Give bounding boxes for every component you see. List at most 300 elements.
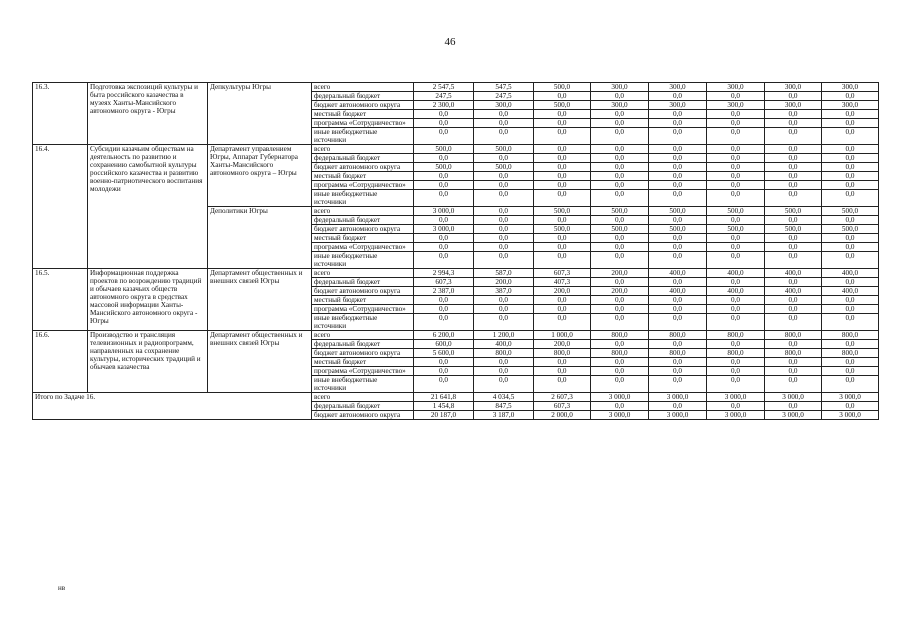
amount-cell: 0,0 xyxy=(649,376,707,393)
executor-name: Депкультуры Югры xyxy=(208,83,312,145)
amount-cell: 0,0 xyxy=(474,367,534,376)
amount-cell: 0,0 xyxy=(414,154,474,163)
amount-cell: 0,0 xyxy=(534,216,591,225)
budget-table xyxy=(32,82,879,420)
amount-cell: 0,0 xyxy=(822,340,879,349)
amount-cell: 400,0 xyxy=(474,340,534,349)
amount-cell: 3 000,0 xyxy=(707,393,765,402)
amount-cell: 0,0 xyxy=(707,296,765,305)
amount-cell: 400,0 xyxy=(765,287,822,296)
amount-cell: 3 000,0 xyxy=(822,411,879,420)
amount-cell: 2 000,0 xyxy=(534,411,591,420)
amount-cell: 0,0 xyxy=(707,252,765,269)
amount-cell: 0,0 xyxy=(534,376,591,393)
amount-cell: 0,0 xyxy=(649,296,707,305)
footer-note: нв xyxy=(58,584,66,592)
amount-cell: 6 200,0 xyxy=(414,331,474,340)
amount-cell: 400,0 xyxy=(649,269,707,278)
funding-source: бюджет автономного округа xyxy=(312,411,414,420)
measure-number: 16.3. xyxy=(33,83,88,145)
funding-source: местный бюджет xyxy=(312,172,414,181)
amount-cell: 0,0 xyxy=(591,340,649,349)
amount-cell: 0,0 xyxy=(414,172,474,181)
amount-cell: 0,0 xyxy=(649,340,707,349)
amount-cell: 300,0 xyxy=(822,83,879,92)
amount-cell: 0,0 xyxy=(474,207,534,216)
amount-cell: 2 387,0 xyxy=(414,287,474,296)
amount-cell: 300,0 xyxy=(591,101,649,110)
amount-cell: 0,0 xyxy=(591,216,649,225)
amount-cell: 300,0 xyxy=(474,101,534,110)
amount-cell: 0,0 xyxy=(474,296,534,305)
amount-cell: 400,0 xyxy=(707,269,765,278)
amount-cell: 0,0 xyxy=(474,314,534,331)
funding-source: программа «Сотрудничество» xyxy=(312,243,414,252)
amount-cell: 800,0 xyxy=(765,331,822,340)
amount-cell: 500,0 xyxy=(474,163,534,172)
amount-cell: 607,3 xyxy=(534,402,591,411)
amount-cell: 2 547,5 xyxy=(414,83,474,92)
amount-cell: 0,0 xyxy=(414,367,474,376)
amount-cell: 0,0 xyxy=(707,340,765,349)
amount-cell: 0,0 xyxy=(591,92,649,101)
amount-cell: 800,0 xyxy=(591,349,649,358)
amount-cell: 0,0 xyxy=(649,128,707,145)
amount-cell: 500,0 xyxy=(707,207,765,216)
amount-cell: 0,0 xyxy=(707,314,765,331)
amount-cell: 0,0 xyxy=(591,243,649,252)
funding-source: всего xyxy=(312,269,414,278)
amount-cell: 0,0 xyxy=(591,172,649,181)
amount-cell: 0,0 xyxy=(765,358,822,367)
funding-source: всего xyxy=(312,393,414,402)
amount-cell: 0,0 xyxy=(707,402,765,411)
amount-cell: 0,0 xyxy=(414,119,474,128)
funding-source: федеральный бюджет xyxy=(312,340,414,349)
amount-cell: 0,0 xyxy=(649,110,707,119)
funding-source: всего xyxy=(312,83,414,92)
funding-source: бюджет автономного округа xyxy=(312,225,414,234)
executor-name: Департамент общественных и внешних связей Югры xyxy=(208,269,312,331)
amount-cell: 0,0 xyxy=(765,128,822,145)
funding-source: бюджет автономного округа xyxy=(312,287,414,296)
amount-cell: 0,0 xyxy=(707,128,765,145)
funding-source: федеральный бюджет xyxy=(312,216,414,225)
amount-cell: 0,0 xyxy=(649,145,707,154)
amount-cell: 0,0 xyxy=(414,243,474,252)
amount-cell: 0,0 xyxy=(707,181,765,190)
funding-source: программа «Сотрудничество» xyxy=(312,181,414,190)
amount-cell: 0,0 xyxy=(822,128,879,145)
funding-source: бюджет автономного округа xyxy=(312,349,414,358)
amount-cell: 0,0 xyxy=(534,190,591,207)
amount-cell: 400,0 xyxy=(707,287,765,296)
amount-cell: 500,0 xyxy=(707,225,765,234)
amount-cell: 500,0 xyxy=(534,83,591,92)
amount-cell: 0,0 xyxy=(591,252,649,269)
amount-cell: 800,0 xyxy=(822,349,879,358)
amount-cell: 0,0 xyxy=(534,252,591,269)
amount-cell: 0,0 xyxy=(414,234,474,243)
amount-cell: 2 607,3 xyxy=(534,393,591,402)
funding-source: федеральный бюджет xyxy=(312,154,414,163)
amount-cell: 400,0 xyxy=(822,287,879,296)
amount-cell: 0,0 xyxy=(822,190,879,207)
amount-cell: 0,0 xyxy=(649,305,707,314)
amount-cell: 0,0 xyxy=(474,154,534,163)
amount-cell: 0,0 xyxy=(649,367,707,376)
amount-cell: 0,0 xyxy=(765,314,822,331)
amount-cell: 0,0 xyxy=(591,358,649,367)
table-row xyxy=(33,331,879,340)
amount-cell: 0,0 xyxy=(591,314,649,331)
amount-cell: 0,0 xyxy=(707,110,765,119)
amount-cell: 0,0 xyxy=(765,278,822,287)
amount-cell: 0,0 xyxy=(474,225,534,234)
executor-name: Департамент общественных и внешних связей Югры xyxy=(208,331,312,393)
funding-source: местный бюджет xyxy=(312,358,414,367)
amount-cell: 0,0 xyxy=(591,234,649,243)
amount-cell: 0,0 xyxy=(707,305,765,314)
amount-cell: 0,0 xyxy=(591,145,649,154)
amount-cell: 1 200,0 xyxy=(474,331,534,340)
amount-cell: 200,0 xyxy=(474,278,534,287)
amount-cell: 0,0 xyxy=(822,314,879,331)
amount-cell: 0,0 xyxy=(765,110,822,119)
amount-cell: 0,0 xyxy=(414,296,474,305)
amount-cell: 0,0 xyxy=(414,376,474,393)
measure-number: 16.4. xyxy=(33,145,88,269)
amount-cell: 0,0 xyxy=(822,243,879,252)
amount-cell: 0,0 xyxy=(414,314,474,331)
amount-cell: 0,0 xyxy=(534,92,591,101)
amount-cell: 0,0 xyxy=(765,305,822,314)
amount-cell: 0,0 xyxy=(822,163,879,172)
amount-cell: 3 000,0 xyxy=(649,411,707,420)
amount-cell: 0,0 xyxy=(707,243,765,252)
amount-cell: 0,0 xyxy=(707,358,765,367)
funding-source: местный бюджет xyxy=(312,110,414,119)
amount-cell: 3 000,0 xyxy=(649,393,707,402)
amount-cell: 0,0 xyxy=(822,358,879,367)
amount-cell: 500,0 xyxy=(474,145,534,154)
amount-cell: 500,0 xyxy=(649,225,707,234)
amount-cell: 500,0 xyxy=(822,207,879,216)
amount-cell: 300,0 xyxy=(707,101,765,110)
funding-source: иные внебюджетные источники xyxy=(312,190,414,207)
amount-cell: 847,5 xyxy=(474,402,534,411)
amount-cell: 0,0 xyxy=(707,216,765,225)
amount-cell: 500,0 xyxy=(822,225,879,234)
amount-cell: 0,0 xyxy=(765,402,822,411)
amount-cell: 800,0 xyxy=(474,349,534,358)
amount-cell: 1 454,8 xyxy=(414,402,474,411)
amount-cell: 800,0 xyxy=(707,331,765,340)
amount-cell: 0,0 xyxy=(591,402,649,411)
amount-cell: 0,0 xyxy=(707,145,765,154)
amount-cell: 0,0 xyxy=(474,190,534,207)
amount-cell: 0,0 xyxy=(414,216,474,225)
amount-cell: 200,0 xyxy=(534,287,591,296)
amount-cell: 0,0 xyxy=(591,181,649,190)
amount-cell: 3 000,0 xyxy=(414,207,474,216)
amount-cell: 0,0 xyxy=(591,119,649,128)
amount-cell: 20 187,0 xyxy=(414,411,474,420)
amount-cell: 0,0 xyxy=(765,154,822,163)
amount-cell: 387,0 xyxy=(474,287,534,296)
amount-cell: 0,0 xyxy=(649,172,707,181)
amount-cell: 0,0 xyxy=(649,358,707,367)
amount-cell: 0,0 xyxy=(822,172,879,181)
funding-source: местный бюджет xyxy=(312,234,414,243)
amount-cell: 0,0 xyxy=(765,252,822,269)
table-body xyxy=(33,83,879,420)
amount-cell: 1 000,0 xyxy=(534,331,591,340)
table-row xyxy=(33,269,879,278)
amount-cell: 0,0 xyxy=(534,172,591,181)
amount-cell: 800,0 xyxy=(822,331,879,340)
amount-cell: 0,0 xyxy=(649,252,707,269)
amount-cell: 500,0 xyxy=(649,207,707,216)
amount-cell: 4 034,5 xyxy=(474,393,534,402)
amount-cell: 500,0 xyxy=(534,225,591,234)
amount-cell: 0,0 xyxy=(414,305,474,314)
amount-cell: 3 000,0 xyxy=(822,393,879,402)
amount-cell: 0,0 xyxy=(474,110,534,119)
amount-cell: 500,0 xyxy=(765,207,822,216)
amount-cell: 3 000,0 xyxy=(765,411,822,420)
amount-cell: 0,0 xyxy=(822,145,879,154)
amount-cell: 3 000,0 xyxy=(591,411,649,420)
funding-source: иные внебюджетные источники xyxy=(312,128,414,145)
amount-cell: 800,0 xyxy=(765,349,822,358)
amount-cell: 0,0 xyxy=(707,172,765,181)
amount-cell: 0,0 xyxy=(414,190,474,207)
measure-number: 16.5. xyxy=(33,269,88,331)
funding-source: бюджет автономного округа xyxy=(312,163,414,172)
amount-cell: 247,5 xyxy=(414,92,474,101)
amount-cell: 3 187,0 xyxy=(474,411,534,420)
amount-cell: 0,0 xyxy=(649,92,707,101)
amount-cell: 0,0 xyxy=(822,181,879,190)
executor-name: Департамент управлением Югры, Аппарат Губернатора Ханты-Мансийского автономного округа – Югры xyxy=(208,145,312,207)
total-label: Итого по Задаче 16. xyxy=(33,393,312,420)
funding-source: федеральный бюджет xyxy=(312,402,414,411)
amount-cell: 0,0 xyxy=(591,128,649,145)
amount-cell: 0,0 xyxy=(591,190,649,207)
amount-cell: 0,0 xyxy=(765,163,822,172)
total-row xyxy=(33,393,879,402)
amount-cell: 800,0 xyxy=(591,331,649,340)
amount-cell: 0,0 xyxy=(534,110,591,119)
amount-cell: 0,0 xyxy=(822,296,879,305)
amount-cell: 0,0 xyxy=(765,92,822,101)
amount-cell: 0,0 xyxy=(534,358,591,367)
funding-source: федеральный бюджет xyxy=(312,92,414,101)
amount-cell: 587,0 xyxy=(474,269,534,278)
funding-source: всего xyxy=(312,331,414,340)
amount-cell: 0,0 xyxy=(765,243,822,252)
amount-cell: 0,0 xyxy=(591,110,649,119)
amount-cell: 0,0 xyxy=(765,340,822,349)
funding-source: всего xyxy=(312,207,414,216)
amount-cell: 0,0 xyxy=(822,376,879,393)
amount-cell: 0,0 xyxy=(474,358,534,367)
funding-source: иные внебюджетные источники xyxy=(312,376,414,393)
amount-cell: 0,0 xyxy=(474,119,534,128)
amount-cell: 0,0 xyxy=(765,172,822,181)
amount-cell: 300,0 xyxy=(822,101,879,110)
funding-source: программа «Сотрудничество» xyxy=(312,305,414,314)
amount-cell: 0,0 xyxy=(474,234,534,243)
amount-cell: 200,0 xyxy=(591,287,649,296)
amount-cell: 0,0 xyxy=(649,278,707,287)
amount-cell: 0,0 xyxy=(707,190,765,207)
amount-cell: 0,0 xyxy=(534,234,591,243)
amount-cell: 0,0 xyxy=(707,234,765,243)
amount-cell: 0,0 xyxy=(765,296,822,305)
amount-cell: 0,0 xyxy=(649,163,707,172)
amount-cell: 0,0 xyxy=(822,216,879,225)
measure-name: Подготовка экспозиций культуры и быта российского казачества в музеях Ханты-Мансийского автономного округа - Югры xyxy=(88,83,208,145)
amount-cell: 0,0 xyxy=(822,367,879,376)
amount-cell: 0,0 xyxy=(591,154,649,163)
table-row xyxy=(33,83,879,92)
funding-source: программа «Сотрудничество» xyxy=(312,119,414,128)
amount-cell: 0,0 xyxy=(414,358,474,367)
amount-cell: 0,0 xyxy=(822,402,879,411)
amount-cell: 0,0 xyxy=(649,190,707,207)
amount-cell: 300,0 xyxy=(591,83,649,92)
amount-cell: 0,0 xyxy=(474,243,534,252)
amount-cell: 3 000,0 xyxy=(765,393,822,402)
amount-cell: 0,0 xyxy=(591,376,649,393)
amount-cell: 0,0 xyxy=(765,234,822,243)
amount-cell: 500,0 xyxy=(534,207,591,216)
amount-cell: 0,0 xyxy=(474,376,534,393)
amount-cell: 0,0 xyxy=(474,128,534,145)
amount-cell: 2 994,3 xyxy=(414,269,474,278)
amount-cell: 300,0 xyxy=(765,83,822,92)
amount-cell: 0,0 xyxy=(649,216,707,225)
amount-cell: 0,0 xyxy=(649,181,707,190)
amount-cell: 0,0 xyxy=(474,172,534,181)
amount-cell: 0,0 xyxy=(591,163,649,172)
amount-cell: 0,0 xyxy=(822,92,879,101)
amount-cell: 500,0 xyxy=(591,225,649,234)
amount-cell: 0,0 xyxy=(534,314,591,331)
amount-cell: 0,0 xyxy=(591,296,649,305)
funding-source: бюджет автономного округа xyxy=(312,101,414,110)
amount-cell: 500,0 xyxy=(534,101,591,110)
amount-cell: 0,0 xyxy=(707,163,765,172)
funding-source: иные внебюджетные источники xyxy=(312,314,414,331)
amount-cell: 0,0 xyxy=(822,119,879,128)
amount-cell: 0,0 xyxy=(822,234,879,243)
amount-cell: 0,0 xyxy=(534,243,591,252)
amount-cell: 300,0 xyxy=(765,101,822,110)
amount-cell: 0,0 xyxy=(707,376,765,393)
amount-cell: 0,0 xyxy=(534,367,591,376)
amount-cell: 0,0 xyxy=(474,181,534,190)
amount-cell: 0,0 xyxy=(474,252,534,269)
amount-cell: 0,0 xyxy=(534,163,591,172)
amount-cell: 0,0 xyxy=(707,154,765,163)
amount-cell: 3 000,0 xyxy=(591,393,649,402)
amount-cell: 0,0 xyxy=(591,305,649,314)
amount-cell: 3 000,0 xyxy=(414,225,474,234)
amount-cell: 0,0 xyxy=(822,278,879,287)
amount-cell: 0,0 xyxy=(591,367,649,376)
amount-cell: 0,0 xyxy=(534,145,591,154)
amount-cell: 0,0 xyxy=(707,278,765,287)
amount-cell: 0,0 xyxy=(765,190,822,207)
amount-cell: 0,0 xyxy=(534,119,591,128)
amount-cell: 607,3 xyxy=(414,278,474,287)
page-number: 46 xyxy=(444,36,456,48)
amount-cell: 0,0 xyxy=(765,181,822,190)
amount-cell: 247,5 xyxy=(474,92,534,101)
amount-cell: 2 300,0 xyxy=(414,101,474,110)
amount-cell: 0,0 xyxy=(765,119,822,128)
measure-name: Субсидии казачьим обществам на деятельность по развитию и сохранению самобытной культуры российского казачества и развитию военно-патриотического воспитания молодежи xyxy=(88,145,208,269)
amount-cell: 800,0 xyxy=(534,349,591,358)
amount-cell: 0,0 xyxy=(534,154,591,163)
amount-cell: 0,0 xyxy=(765,216,822,225)
amount-cell: 3 000,0 xyxy=(707,411,765,420)
amount-cell: 0,0 xyxy=(822,110,879,119)
amount-cell: 547,5 xyxy=(474,83,534,92)
amount-cell: 600,0 xyxy=(414,340,474,349)
amount-cell: 0,0 xyxy=(414,252,474,269)
measure-number: 16.6. xyxy=(33,331,88,393)
amount-cell: 0,0 xyxy=(649,119,707,128)
amount-cell: 0,0 xyxy=(414,110,474,119)
funding-source: всего xyxy=(312,145,414,154)
amount-cell: 0,0 xyxy=(649,243,707,252)
funding-source: местный бюджет xyxy=(312,296,414,305)
amount-cell: 0,0 xyxy=(765,367,822,376)
funding-source: иные внебюджетные источники xyxy=(312,252,414,269)
funding-source: программа «Сотрудничество» xyxy=(312,367,414,376)
amount-cell: 607,3 xyxy=(534,269,591,278)
amount-cell: 300,0 xyxy=(707,83,765,92)
amount-cell: 0,0 xyxy=(765,145,822,154)
amount-cell: 0,0 xyxy=(707,92,765,101)
amount-cell: 0,0 xyxy=(649,234,707,243)
amount-cell: 0,0 xyxy=(822,154,879,163)
amount-cell: 0,0 xyxy=(474,305,534,314)
amount-cell: 0,0 xyxy=(649,314,707,331)
amount-cell: 0,0 xyxy=(534,128,591,145)
amount-cell: 400,0 xyxy=(822,269,879,278)
table-row xyxy=(33,145,879,154)
amount-cell: 0,0 xyxy=(707,119,765,128)
amount-cell: 0,0 xyxy=(649,402,707,411)
amount-cell: 500,0 xyxy=(765,225,822,234)
amount-cell: 300,0 xyxy=(649,83,707,92)
amount-cell: 800,0 xyxy=(649,331,707,340)
amount-cell: 0,0 xyxy=(474,216,534,225)
amount-cell: 500,0 xyxy=(414,163,474,172)
amount-cell: 0,0 xyxy=(649,154,707,163)
amount-cell: 0,0 xyxy=(534,296,591,305)
amount-cell: 500,0 xyxy=(591,207,649,216)
amount-cell: 300,0 xyxy=(649,101,707,110)
amount-cell: 0,0 xyxy=(534,305,591,314)
amount-cell: 0,0 xyxy=(414,181,474,190)
amount-cell: 0,0 xyxy=(534,181,591,190)
